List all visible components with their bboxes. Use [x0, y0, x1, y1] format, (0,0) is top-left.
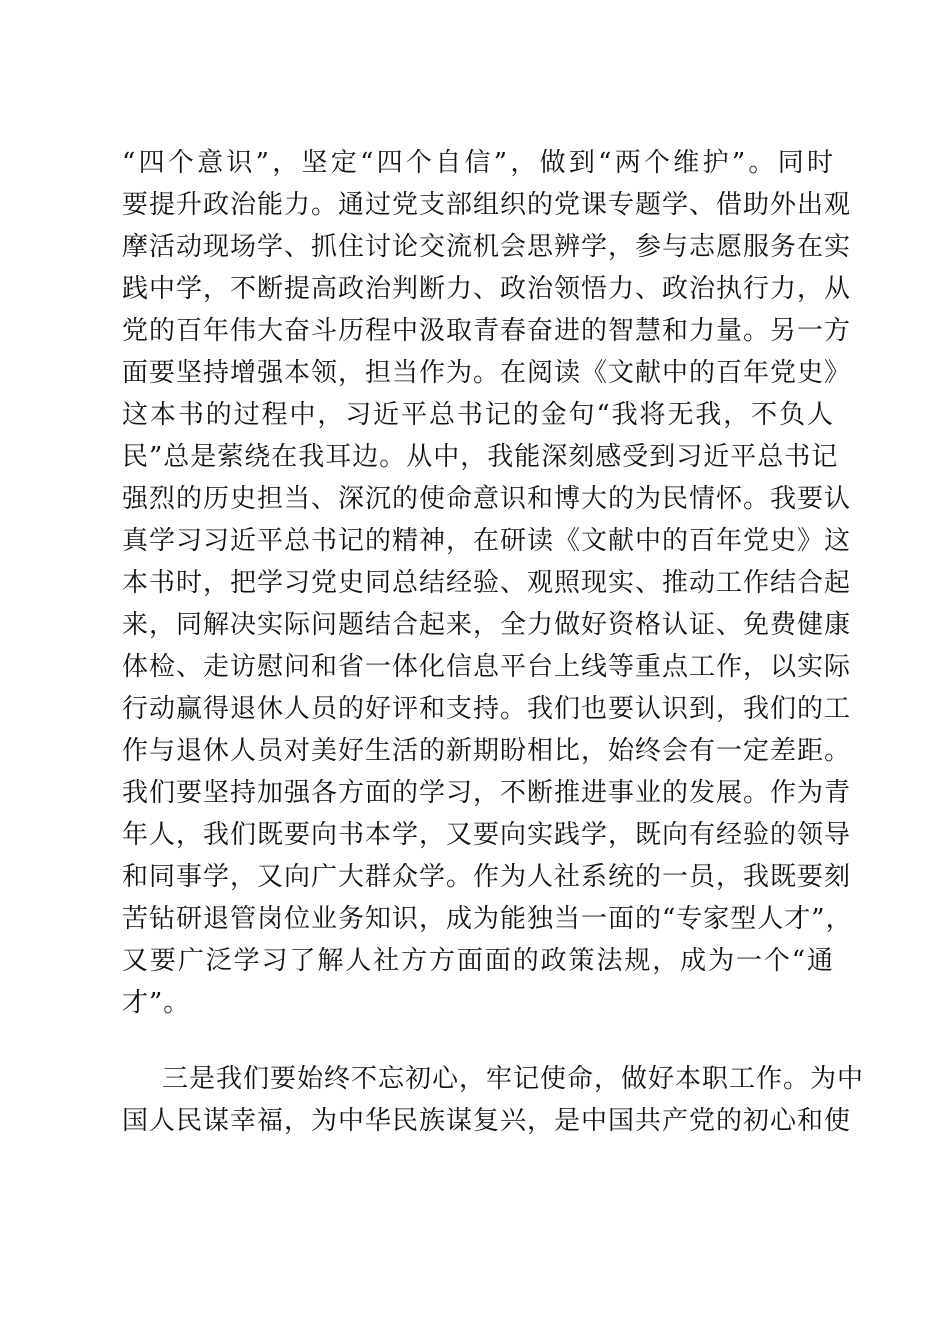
text-line: 党的百年伟大奋斗历程中汲取青春奋进的智慧和力量。另一方 [122, 316, 852, 346]
text-line: 摩活动现场学、抓住讨论交流机会思辨学，参与志愿服务在实 [122, 232, 852, 262]
text-line: 苦钻研退管岗位业务知识，成为能独当一面的“专家型人才”， [122, 904, 853, 934]
text-line: 民”总是萦绕在我耳边。从中，我能深刻感受到习近平总书记 [122, 442, 839, 472]
text-line: 这本书的过程中，习近平总书记的金句“我将无我，不负人 [122, 400, 834, 430]
text-line: 体检、走访慰问和省一体化信息平台上线等重点工作，以实际 [122, 652, 852, 682]
text-line: 国人民谋幸福，为中华民族谋复兴，是中国共产党的初心和使 [122, 1106, 852, 1136]
text-line: 要提升政治能力。通过党支部组织的党课专题学、借助外出观 [122, 190, 852, 220]
text-line: 三是我们要始终不忘初心，牢记使命，做好本职工作。为中 [162, 1064, 865, 1094]
document-body [122, 142, 865, 1142]
text-line: 我们要坚持加强各方面的学习，不断推进事业的发展。作为青 [122, 778, 852, 808]
text-line: 来，同解决实际问题结合起来，全力做好资格认证、免费健康 [122, 610, 852, 640]
text-line: “四个意识”，坚定“四个自信”，做到“两个维护”。同时 [122, 148, 834, 178]
text-line: 行动赢得退休人员的好评和支持。我们也要认识到，我们的工 [122, 694, 852, 724]
text-line: 强烈的历史担当、深沉的使命意识和博大的为民情怀。我要认 [122, 484, 852, 514]
text-line: 真学习习近平总书记的精神，在研读《文献中的百年党史》这 [122, 526, 852, 556]
text-line: 作与退休人员对美好生活的新期盼相比，始终会有一定差距。 [122, 736, 852, 766]
text-line: 年人，我们既要向书本学，又要向实践学，既向有经验的领导 [122, 820, 852, 850]
text-line: 践中学，不断提高政治判断力、政治领悟力、政治执行力，从 [122, 274, 852, 304]
paragraph-1 [122, 142, 853, 1024]
text-line: 才”。 [122, 988, 191, 1018]
text-line: 本书时，把学习党史同总结经验、观照现实、推动工作结合起 [122, 568, 852, 598]
paragraph-2 [122, 1058, 865, 1142]
text-line: 又要广泛学习了解人社方方面面的政策法规，成为一个“通 [122, 946, 834, 976]
text-line: 面要坚持增强本领，担当作为。在阅读《文献中的百年党史》 [122, 358, 852, 388]
text-line: 和同事学，又向广大群众学。作为人社系统的一员，我既要刻 [122, 862, 852, 892]
